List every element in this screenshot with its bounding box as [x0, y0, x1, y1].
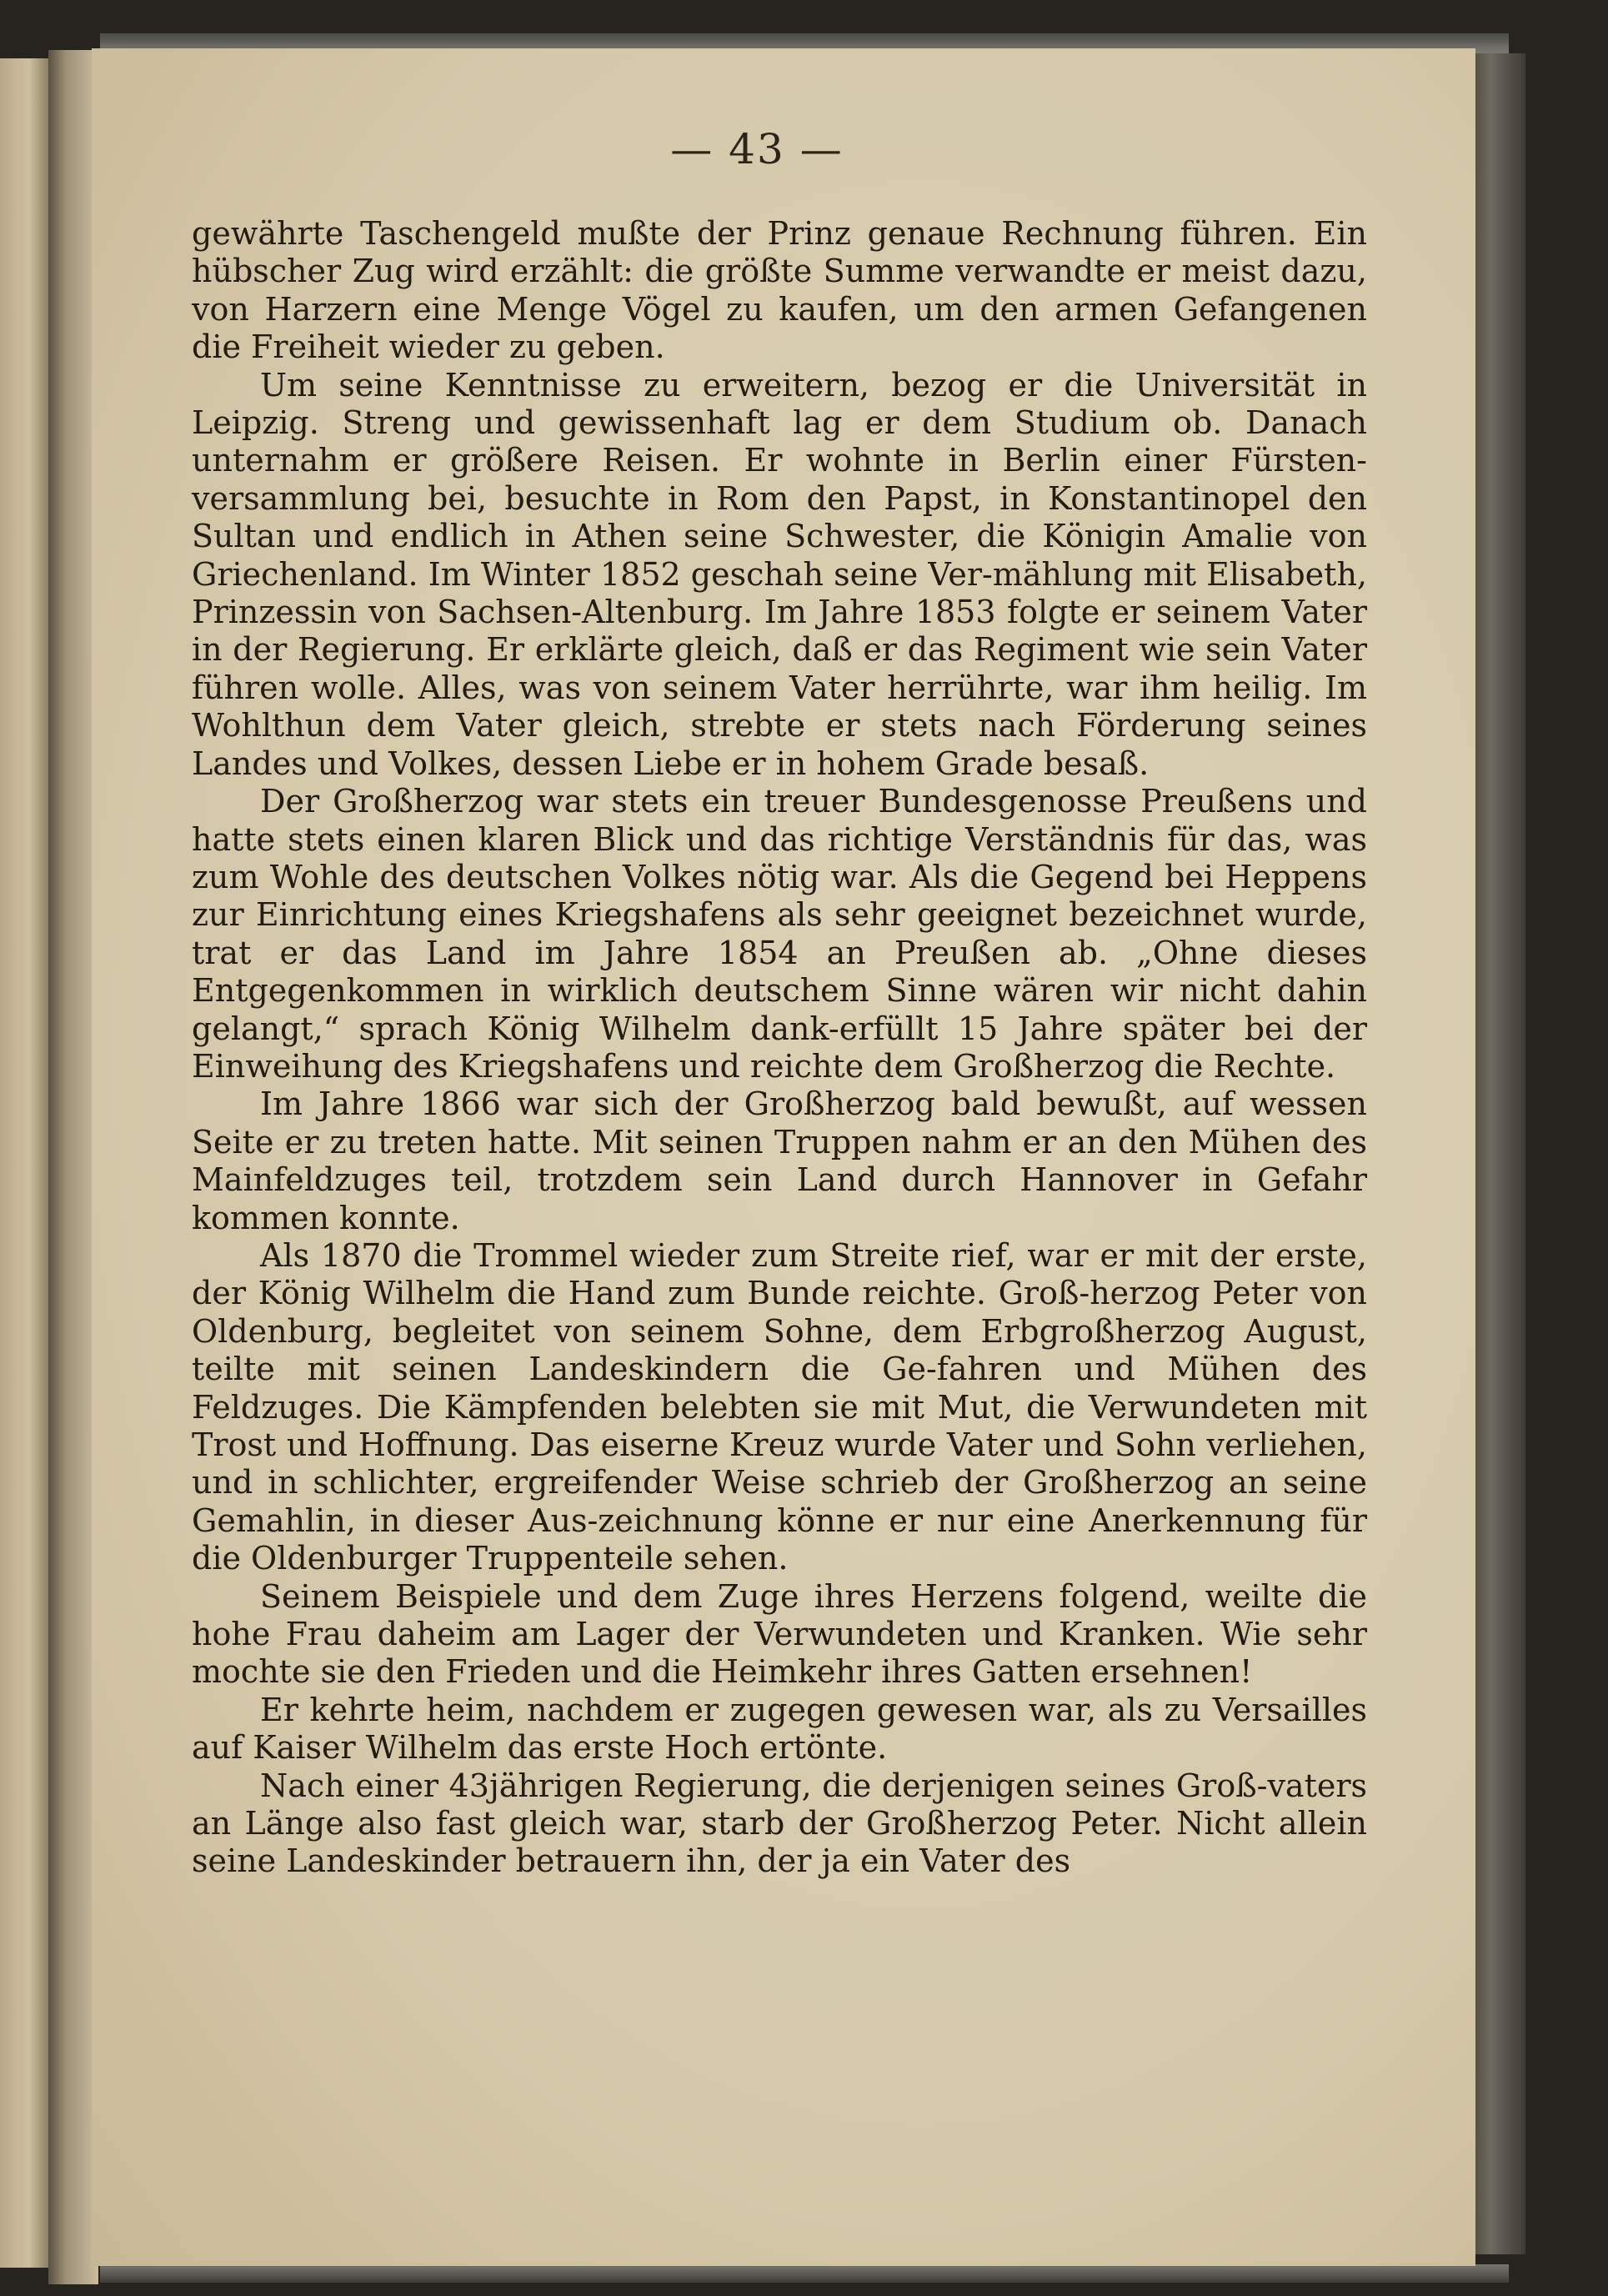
body-text	[192, 215, 1367, 1881]
paragraph: Nach einer 43jährigen Regierung, die derjenigen seines Groß-vaters an Länge also fast gleich war, starb der Großherzog Peter. Nicht allein seine Landeskinder betrauern ihn, der ja ein Vater des	[192, 1767, 1367, 1880]
paragraph: Seinem Beispiele und dem Zuge ihres Herzens folgend, weilte die hohe Frau daheim am Lager der Verwundeten und Kranken. Wie sehr mochte sie den Frieden und die Heimkehr ihres Gatten ersehnen!	[192, 1577, 1367, 1691]
paragraph: Als 1870 die Trommel wieder zum Streite rief, war er mit der erste, der König Wilhelm die Hand zum Bunde reichte. Groß-herzog Peter von Oldenburg, begleitet von seinem Sohne, dem Erbgroßherzog August, teilte mit seinen Landeskindern die Ge-fahren und Mühen des Feldzuges. Die Kämpfenden belebten sie mit Mut, die Verwundeten mit Trost und Hoffnung. Das eiserne Kreuz wurde Vater und Sohn verliehen, und in schlichter, ergreifender Weise schrieb der Großherzog an seine Gemahlin, in dieser Aus-zeichnung könne er nur eine Anerkennung für die Oldenburger Truppenteile sehen.	[192, 1236, 1367, 1577]
paragraph: Im Jahre 1866 war sich der Großherzog bald bewußt, auf wessen Seite er zu treten hatte. Mit seinen Truppen nahm er an den Mühen des Mainfeldzuges teil, trotzdem sein Land durch Hannover in Gefahr kommen konnte.	[192, 1085, 1367, 1236]
book-gutter	[48, 50, 98, 2284]
paragraph: Um seine Kenntnisse zu erweitern, bezog er die Universität in Leipzig. Streng und gewissenhaft lag er dem Studium ob. Danach unternahm er größere Reisen. Er wohnte in Berlin einer Fürsten-versammlung bei, besuchte in Rom den Papst, in Konstantinopel den Sultan und endlich in Athen seine Schwester, die Königin Amalie von Griechenland. Im Winter 1852 geschah seine Ver-mählung mit Elisabeth, Prinzessin von Sachsen-Altenburg. Im Jahre 1853 folgte er seinem Vater in der Regierung. Er erklärte gleich, daß er das Regiment wie sein Vater führen wolle. Alles, was von seinem Vater herrührte, war ihm heilig. Im Wohlthun dem Vater gleich, strebte er stets nach Förderung seines Landes und Volkes, dessen Liebe er in hohem Grade besaß.	[192, 366, 1367, 782]
page-content	[98, 67, 1482, 2259]
page-number: — 43 —	[670, 125, 844, 173]
paragraph: Er kehrte heim, nachdem er zugegen gewesen war, als zu Versailles auf Kaiser Wilhelm das erste Hoch ertönte.	[192, 1691, 1367, 1767]
paragraph: Der Großherzog war stets ein treuer Bundesgenosse Preußens und hatte stets einen klaren Blick und das richtige Verständnis für das, was zum Wohle des deutschen Volkes nötig war. Als die Gegend bei Heppens zur Einrichtung eines Kriegshafens als sehr geeignet bezeichnet wurde, trat er das Land im Jahre 1854 an Preußen ab. „Ohne dieses Entgegenkommen in wirklich deutschem Sinne wären wir nicht dahin gelangt,“ sprach König Wilhelm dank-erfüllt 15 Jahre später bei der Einweihung des Kriegshafens und reichte dem Großherzog die Rechte.	[192, 783, 1367, 1085]
paragraph: gewährte Taschengeld mußte der Prinz genaue Rechnung führen. Ein hübscher Zug wird erzählt: die größte Summe verwandte er meist dazu, von Harzern eine Menge Vögel zu kaufen, um den armen Gefangenen die Freiheit wieder zu geben.	[192, 215, 1367, 366]
cover-edge-right	[1475, 53, 1525, 2254]
left-page-edge	[0, 58, 48, 2268]
cover-board-bottom	[100, 2264, 1509, 2283]
